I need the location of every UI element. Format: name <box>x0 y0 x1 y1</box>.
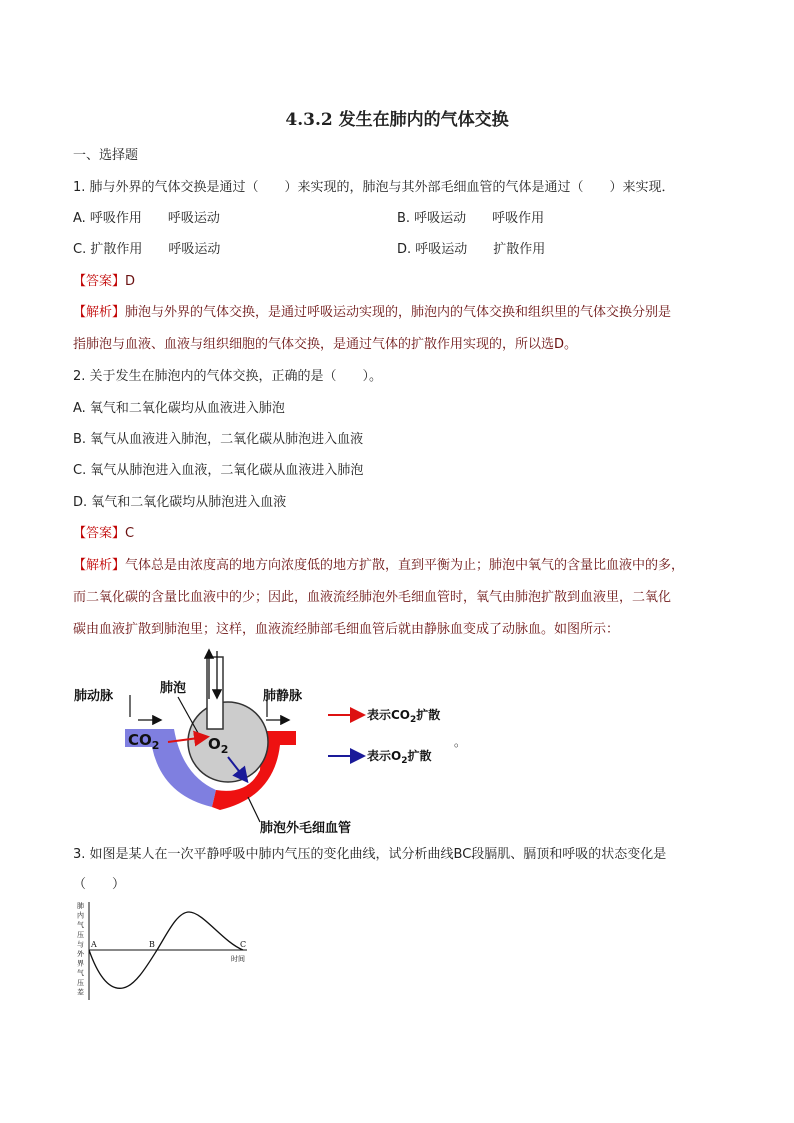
q1-analysis-line1 <box>73 303 671 323</box>
o2-symbol: $O_2$ <box>208 735 229 756</box>
answer-value: D <box>125 274 136 289</box>
q3-stem-line2: （ ） <box>73 877 126 892</box>
y-axis-label-char: 肺 <box>77 902 84 910</box>
legend-o2-label: 表示$O_2$扩散 <box>367 749 432 766</box>
y-axis-label-char: 差 <box>77 988 84 997</box>
y-axis-label-char: 压 <box>77 978 84 987</box>
page-title: 4.3.2 发生在肺内的气体交换 <box>285 110 509 130</box>
answer-tag: 【答案】 <box>73 274 126 289</box>
y-axis-label-char: 气 <box>77 969 84 978</box>
pressure-curve-figure <box>73 898 263 1008</box>
q1-option-c: C. 扩散作用 呼吸运动 <box>73 242 221 257</box>
q2-option-b: B. 氧气从血液进入肺泡，二氧化碳从肺泡进入血液 <box>73 432 364 447</box>
q1-option-b: B. 呼吸运动 呼吸作用 <box>397 211 545 226</box>
answer-value: C <box>125 526 135 541</box>
pulmonary-artery-label: 肺动脉 <box>74 689 114 704</box>
alveolus-gas-exchange-figure <box>70 645 490 841</box>
capillary-pointer-line <box>248 797 260 822</box>
q2-option-c: C. 氧气从肺泡进入血液，二氧化碳从血液进入肺泡 <box>73 463 364 478</box>
y-axis-label-char: 界 <box>77 959 84 968</box>
capillary-label: 肺泡外毛细血管 <box>260 821 352 836</box>
analysis-text: 气体总是由浓度高的地方向浓度低的地方扩散，直到平衡为止；肺泡中氧气的含量比血液中的多， <box>125 558 685 573</box>
co2-symbol: $CO_2$ <box>128 731 160 752</box>
point-b-label: B <box>149 940 155 949</box>
x-axis-label: 时间 <box>231 955 245 963</box>
trailing-dot: 。 <box>454 735 467 749</box>
section-heading: 一、选择题 <box>73 148 139 163</box>
y-axis-label-char: 气 <box>77 921 84 930</box>
answer-tag: 【答案】 <box>73 526 126 541</box>
point-c-label: C <box>240 940 247 949</box>
q1-stem: 1. 肺与外界的气体交换是通过（ ）来实现的，肺泡与其外部毛细血管的气体是通过（ ）来实现． <box>73 180 675 195</box>
q1-answer <box>73 272 135 292</box>
q1-option-d: D. 呼吸运动 扩散作用 <box>397 242 546 257</box>
q3-stem-line1: 3. 如图是某人在一次平静呼吸中肺内气压的变化曲线，试分析曲线BC段膈肌、膈顶和呼吸的状态变化是 <box>73 847 667 862</box>
q1-analysis-line2: 指肺泡与血液、血液与组织细胞的气体交换，是通过气体的扩散作用实现的，所以选D。 <box>73 337 578 352</box>
q2-answer <box>73 524 134 544</box>
q2-analysis-line2: 而二氧化碳的含量比血液中的少；因此，血液流经肺泡外毛细血管时，氧气由肺泡扩散到血液里，二氧化 <box>73 590 672 605</box>
y-axis-label-char: 与 <box>77 940 84 949</box>
y-axis-label-char: 外 <box>77 950 84 958</box>
y-axis-label <box>77 901 85 996</box>
y-axis-label-char: 压 <box>77 930 84 939</box>
q2-stem: 2. 关于发生在肺泡内的气体交换，正确的是（ ）。 <box>73 369 383 384</box>
q2-option-a: A. 氧气和二氧化碳均从血液进入肺泡 <box>73 401 285 416</box>
q2-analysis-line3: 碳由血液扩散到肺泡里；这样，血液流经肺部毛细血管后就由静脉血变成了动脉血。如图所示： <box>73 622 620 637</box>
alveolus-pointer-line <box>178 697 198 733</box>
analysis-tag: 【解析】 <box>73 558 126 573</box>
y-axis-label-char: 内 <box>77 911 84 920</box>
legend-co2-label: 表示$CO_2$扩散 <box>367 708 441 725</box>
q2-analysis-line1 <box>73 556 684 576</box>
pulmonary-vein-label: 肺静脉 <box>263 689 303 704</box>
alveolus-circle <box>188 702 268 782</box>
q1-option-a: A. 呼吸作用 呼吸运动 <box>73 211 220 226</box>
analysis-tag: 【解析】 <box>73 305 126 320</box>
analysis-text: 肺泡与外界的气体交换，是通过呼吸运动实现的，肺泡内的气体交换和组织里的气体交换分别是 <box>125 305 672 320</box>
alveolus-label: 肺泡 <box>160 681 187 696</box>
q2-option-d: D. 氧气和二氧化碳均从肺泡进入血液 <box>73 495 287 510</box>
point-a-label: A <box>91 940 97 949</box>
